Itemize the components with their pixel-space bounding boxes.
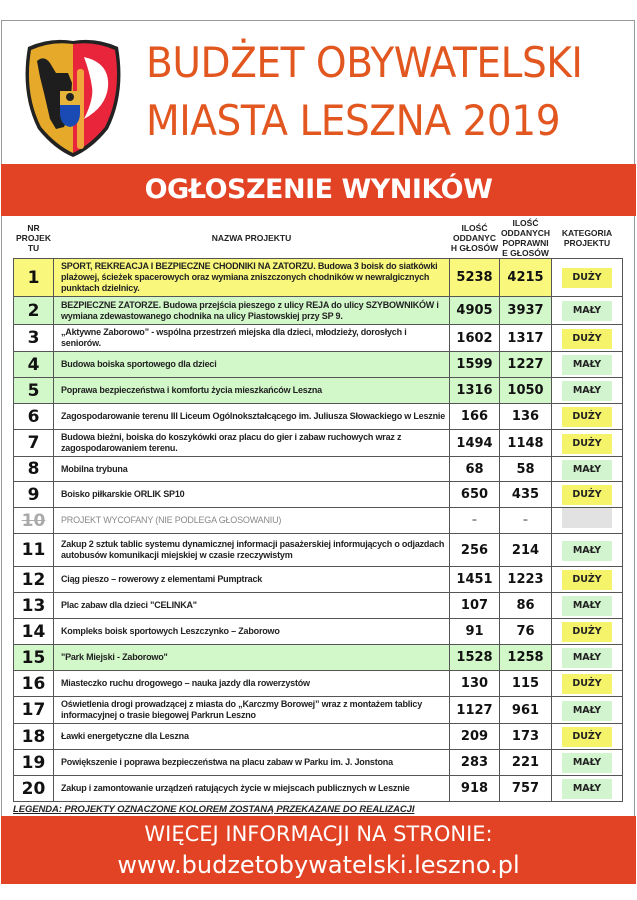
table-row bbox=[14, 297, 623, 325]
votes-cast: 918 bbox=[450, 776, 500, 802]
category-badge: DUŻY bbox=[562, 674, 612, 694]
table-row bbox=[14, 567, 623, 593]
project-name: SPORT, REKREACJA I BEZPIECZNE CHODNIKI NA ZATORZU. Budowa 3 boisk do siatkówki plażowej, ścieżek spacerowych oraz wymiana zniszczonych chodników w newralgicznych punktach dzielnicy. bbox=[54, 259, 450, 297]
table-row bbox=[14, 776, 623, 802]
column-header-votes-cast: ILOŚĆ ODDANYCH GŁOSÓW bbox=[450, 223, 499, 253]
project-name: Plac zabaw dla dzieci "CELINKA" bbox=[54, 593, 450, 619]
project-name: Boisko piłkarskie ORLIK SP10 bbox=[54, 482, 450, 508]
project-category bbox=[552, 534, 623, 567]
project-number: 3 bbox=[14, 325, 54, 352]
table-row bbox=[14, 645, 623, 671]
project-name: Mobilna trybuna bbox=[54, 457, 450, 482]
project-category bbox=[552, 352, 623, 378]
table-row bbox=[14, 724, 623, 750]
votes-cast: 209 bbox=[450, 724, 500, 750]
votes-cast: 1451 bbox=[450, 567, 500, 593]
project-category bbox=[552, 750, 623, 776]
votes-cast: 5238 bbox=[450, 259, 500, 297]
project-name: PROJEKT WYCOFANY (NIE PODLEGA GŁOSOWANIU) bbox=[54, 508, 450, 534]
project-number: 6 bbox=[14, 404, 54, 430]
category-badge: MAŁY bbox=[562, 596, 612, 616]
project-name: BEZPIECZNE ZATORZE. Budowa przejścia pieszego z ulicy REJA do ulicy SZYBOWNIKÓW i wymiana zdewastowanego chodnika na ulicy Piastowskiej przy SP 9. bbox=[54, 297, 450, 325]
project-category bbox=[552, 697, 623, 724]
votes-valid: 1148 bbox=[500, 430, 552, 457]
project-category bbox=[552, 593, 623, 619]
project-number: 4 bbox=[14, 352, 54, 378]
project-category bbox=[552, 457, 623, 482]
table-row bbox=[14, 534, 623, 567]
project-name: Zakup 2 sztuk tablic systemu dynamicznej informacji pasażerskiej informujących o odjazdach autobusów komunikacji miejskiej w czasie rzeczywistym bbox=[54, 534, 450, 567]
results-banner: OGŁOSZENIE WYNIKÓW bbox=[1, 164, 636, 216]
project-name: Kompleks boisk sportowych Leszczynko – Zaborowo bbox=[54, 619, 450, 645]
votes-valid: 961 bbox=[500, 697, 552, 724]
project-number: 16 bbox=[14, 671, 54, 697]
votes-cast: 1602 bbox=[450, 325, 500, 352]
category-badge: MAŁY bbox=[562, 355, 612, 375]
results-section bbox=[13, 218, 622, 816]
project-name: Ławki energetyczne dla Leszna bbox=[54, 724, 450, 750]
category-badge: DUŻY bbox=[562, 727, 612, 747]
project-category bbox=[552, 404, 623, 430]
project-number: 9 bbox=[14, 482, 54, 508]
project-category bbox=[552, 482, 623, 508]
table-row bbox=[14, 619, 623, 645]
project-number: 12 bbox=[14, 567, 54, 593]
table-row bbox=[14, 430, 623, 457]
project-number: 11 bbox=[14, 534, 54, 567]
project-number: 17 bbox=[14, 697, 54, 724]
table-row bbox=[14, 593, 623, 619]
votes-cast: 91 bbox=[450, 619, 500, 645]
project-category bbox=[552, 671, 623, 697]
votes-cast: 1599 bbox=[450, 352, 500, 378]
page-title bbox=[146, 34, 626, 150]
votes-valid: 86 bbox=[500, 593, 552, 619]
project-number: 15 bbox=[14, 645, 54, 671]
project-name: „Aktywne Zaborowo” - wspólna przestrzeń miejska dla dzieci, młodzieży, dorosłych i seniorów. bbox=[54, 325, 450, 352]
results-table bbox=[13, 218, 623, 802]
votes-cast: 1127 bbox=[450, 697, 500, 724]
votes-valid: 136 bbox=[500, 404, 552, 430]
footer-banner bbox=[1, 816, 636, 884]
votes-cast: 283 bbox=[450, 750, 500, 776]
project-number: 2 bbox=[14, 297, 54, 325]
project-category bbox=[552, 259, 623, 297]
table-row bbox=[14, 404, 623, 430]
category-badge: MAŁY bbox=[562, 701, 612, 721]
project-number: 7 bbox=[14, 430, 54, 457]
votes-valid: 221 bbox=[500, 750, 552, 776]
category-badge: DUŻY bbox=[562, 268, 612, 288]
legend-note: LEGENDA: PROJEKTY OZNACZONE KOLOREM ZOSTANĄ PRZEKAZANE DO REALIZACJI bbox=[13, 804, 415, 815]
votes-valid: 76 bbox=[500, 619, 552, 645]
votes-valid: 1317 bbox=[500, 325, 552, 352]
column-header-name: NAZWA PROJEKTU bbox=[211, 233, 292, 243]
project-number: 18 bbox=[14, 724, 54, 750]
project-category bbox=[552, 430, 623, 457]
category-badge: DUŻY bbox=[562, 485, 612, 505]
votes-valid: - bbox=[500, 508, 552, 534]
votes-valid: 4215 bbox=[500, 259, 552, 297]
category-badge: MAŁY bbox=[562, 381, 612, 401]
leszno-coat-of-arms-icon bbox=[20, 33, 126, 159]
column-header-nr: NR PROJEKTU bbox=[16, 223, 51, 253]
votes-valid: 115 bbox=[500, 671, 552, 697]
project-category bbox=[552, 645, 623, 671]
votes-cast: 166 bbox=[450, 404, 500, 430]
project-name: Zakup i zamontowanie urządzeń ratujących życie w miejscach publicznych w Lesznie bbox=[54, 776, 450, 802]
table-row bbox=[14, 697, 623, 724]
votes-valid: 757 bbox=[500, 776, 552, 802]
votes-cast: 650 bbox=[450, 482, 500, 508]
title-line-1: BUDŻET OBYWATELSKI bbox=[146, 38, 583, 87]
title-line-2: MIASTA LESZNA 2019 bbox=[146, 96, 561, 145]
project-name: Zagospodarowanie terenu III Liceum Ogólnokształcącego im. Juliusza Słowackiego w Lesznie bbox=[54, 404, 450, 430]
category-badge: DUŻY bbox=[562, 570, 612, 590]
footer-info-text: WIĘCEJ INFORMACJI NA STRONIE: bbox=[144, 822, 493, 846]
category-badge: MAŁY bbox=[562, 460, 612, 480]
table-row bbox=[14, 378, 623, 404]
project-number: 1 bbox=[14, 259, 54, 297]
table-row bbox=[14, 750, 623, 776]
votes-valid: 58 bbox=[500, 457, 552, 482]
votes-cast: - bbox=[450, 508, 500, 534]
category-badge: MAŁY bbox=[562, 541, 612, 561]
project-category bbox=[552, 297, 623, 325]
project-number: 10 bbox=[14, 508, 54, 534]
votes-cast: 4905 bbox=[450, 297, 500, 325]
votes-valid: 214 bbox=[500, 534, 552, 567]
votes-cast: 68 bbox=[450, 457, 500, 482]
project-number: 20 bbox=[14, 776, 54, 802]
votes-valid: 173 bbox=[500, 724, 552, 750]
project-category bbox=[552, 508, 623, 534]
project-name: Poprawa bezpieczeństwa i komfortu życia mieszkańców Leszna bbox=[54, 378, 450, 404]
category-badge bbox=[562, 508, 612, 528]
project-name: Budowa bieżni, boiska do koszykówki oraz placu do gier i zabaw ruchowych wraz z zagospodarowaniem terenu. bbox=[54, 430, 450, 457]
project-name: Ciąg pieszo – rowerowy z elementami Pumptrack bbox=[54, 567, 450, 593]
project-name: Oświetlenia drogi prowadzącej z miasta do „Karczmy Borowej” wraz z montażem tablicy informacyjnej o trasie biegowej Parkrun Leszno bbox=[54, 697, 450, 724]
project-number: 5 bbox=[14, 378, 54, 404]
project-name: Budowa boiska sportowego dla dzieci bbox=[54, 352, 450, 378]
table-row bbox=[14, 325, 623, 352]
footer-website-link[interactable]: www.budzetobywatelski.leszno.pl bbox=[117, 851, 520, 879]
project-name: Miasteczko ruchu drogowego – nauka jazdy dla rowerzystów bbox=[54, 671, 450, 697]
votes-valid: 1258 bbox=[500, 645, 552, 671]
votes-valid: 3937 bbox=[500, 297, 552, 325]
category-badge: MAŁY bbox=[562, 301, 612, 321]
votes-cast: 107 bbox=[450, 593, 500, 619]
project-name: "Park Miejski - Zaborowo" bbox=[54, 645, 450, 671]
column-header-category: KATEGORIA PROJEKTU bbox=[561, 228, 613, 248]
votes-valid: 435 bbox=[500, 482, 552, 508]
table-row bbox=[14, 671, 623, 697]
votes-cast: 256 bbox=[450, 534, 500, 567]
votes-cast: 130 bbox=[450, 671, 500, 697]
project-category bbox=[552, 325, 623, 352]
project-number: 8 bbox=[14, 457, 54, 482]
votes-valid: 1227 bbox=[500, 352, 552, 378]
category-badge: DUŻY bbox=[562, 329, 612, 349]
votes-valid: 1050 bbox=[500, 378, 552, 404]
project-number: 19 bbox=[14, 750, 54, 776]
table-row bbox=[14, 457, 623, 482]
votes-cast: 1316 bbox=[450, 378, 500, 404]
category-badge: MAŁY bbox=[562, 753, 612, 773]
votes-valid: 1223 bbox=[500, 567, 552, 593]
table-row bbox=[14, 352, 623, 378]
votes-cast: 1494 bbox=[450, 430, 500, 457]
column-header-votes-valid: ILOŚĆ ODDANYCH POPRAWNIE GŁOSÓW bbox=[500, 218, 551, 258]
project-name: Powiększenie i poprawa bezpieczeństwa na placu zabaw w Parku im. J. Jonstona bbox=[54, 750, 450, 776]
category-badge: DUŻY bbox=[562, 434, 612, 454]
project-category bbox=[552, 776, 623, 802]
category-badge: MAŁY bbox=[562, 779, 612, 799]
project-number: 14 bbox=[14, 619, 54, 645]
votes-cast: 1528 bbox=[450, 645, 500, 671]
project-category bbox=[552, 378, 623, 404]
table-row bbox=[14, 259, 623, 297]
category-badge: MAŁY bbox=[562, 648, 612, 668]
table-row bbox=[14, 508, 623, 534]
category-badge: DUŻY bbox=[562, 407, 612, 427]
project-category bbox=[552, 724, 623, 750]
category-badge: DUŻY bbox=[562, 622, 612, 642]
project-category bbox=[552, 567, 623, 593]
table-row bbox=[14, 482, 623, 508]
project-number: 13 bbox=[14, 593, 54, 619]
project-category bbox=[552, 619, 623, 645]
table-header-row bbox=[14, 218, 623, 259]
